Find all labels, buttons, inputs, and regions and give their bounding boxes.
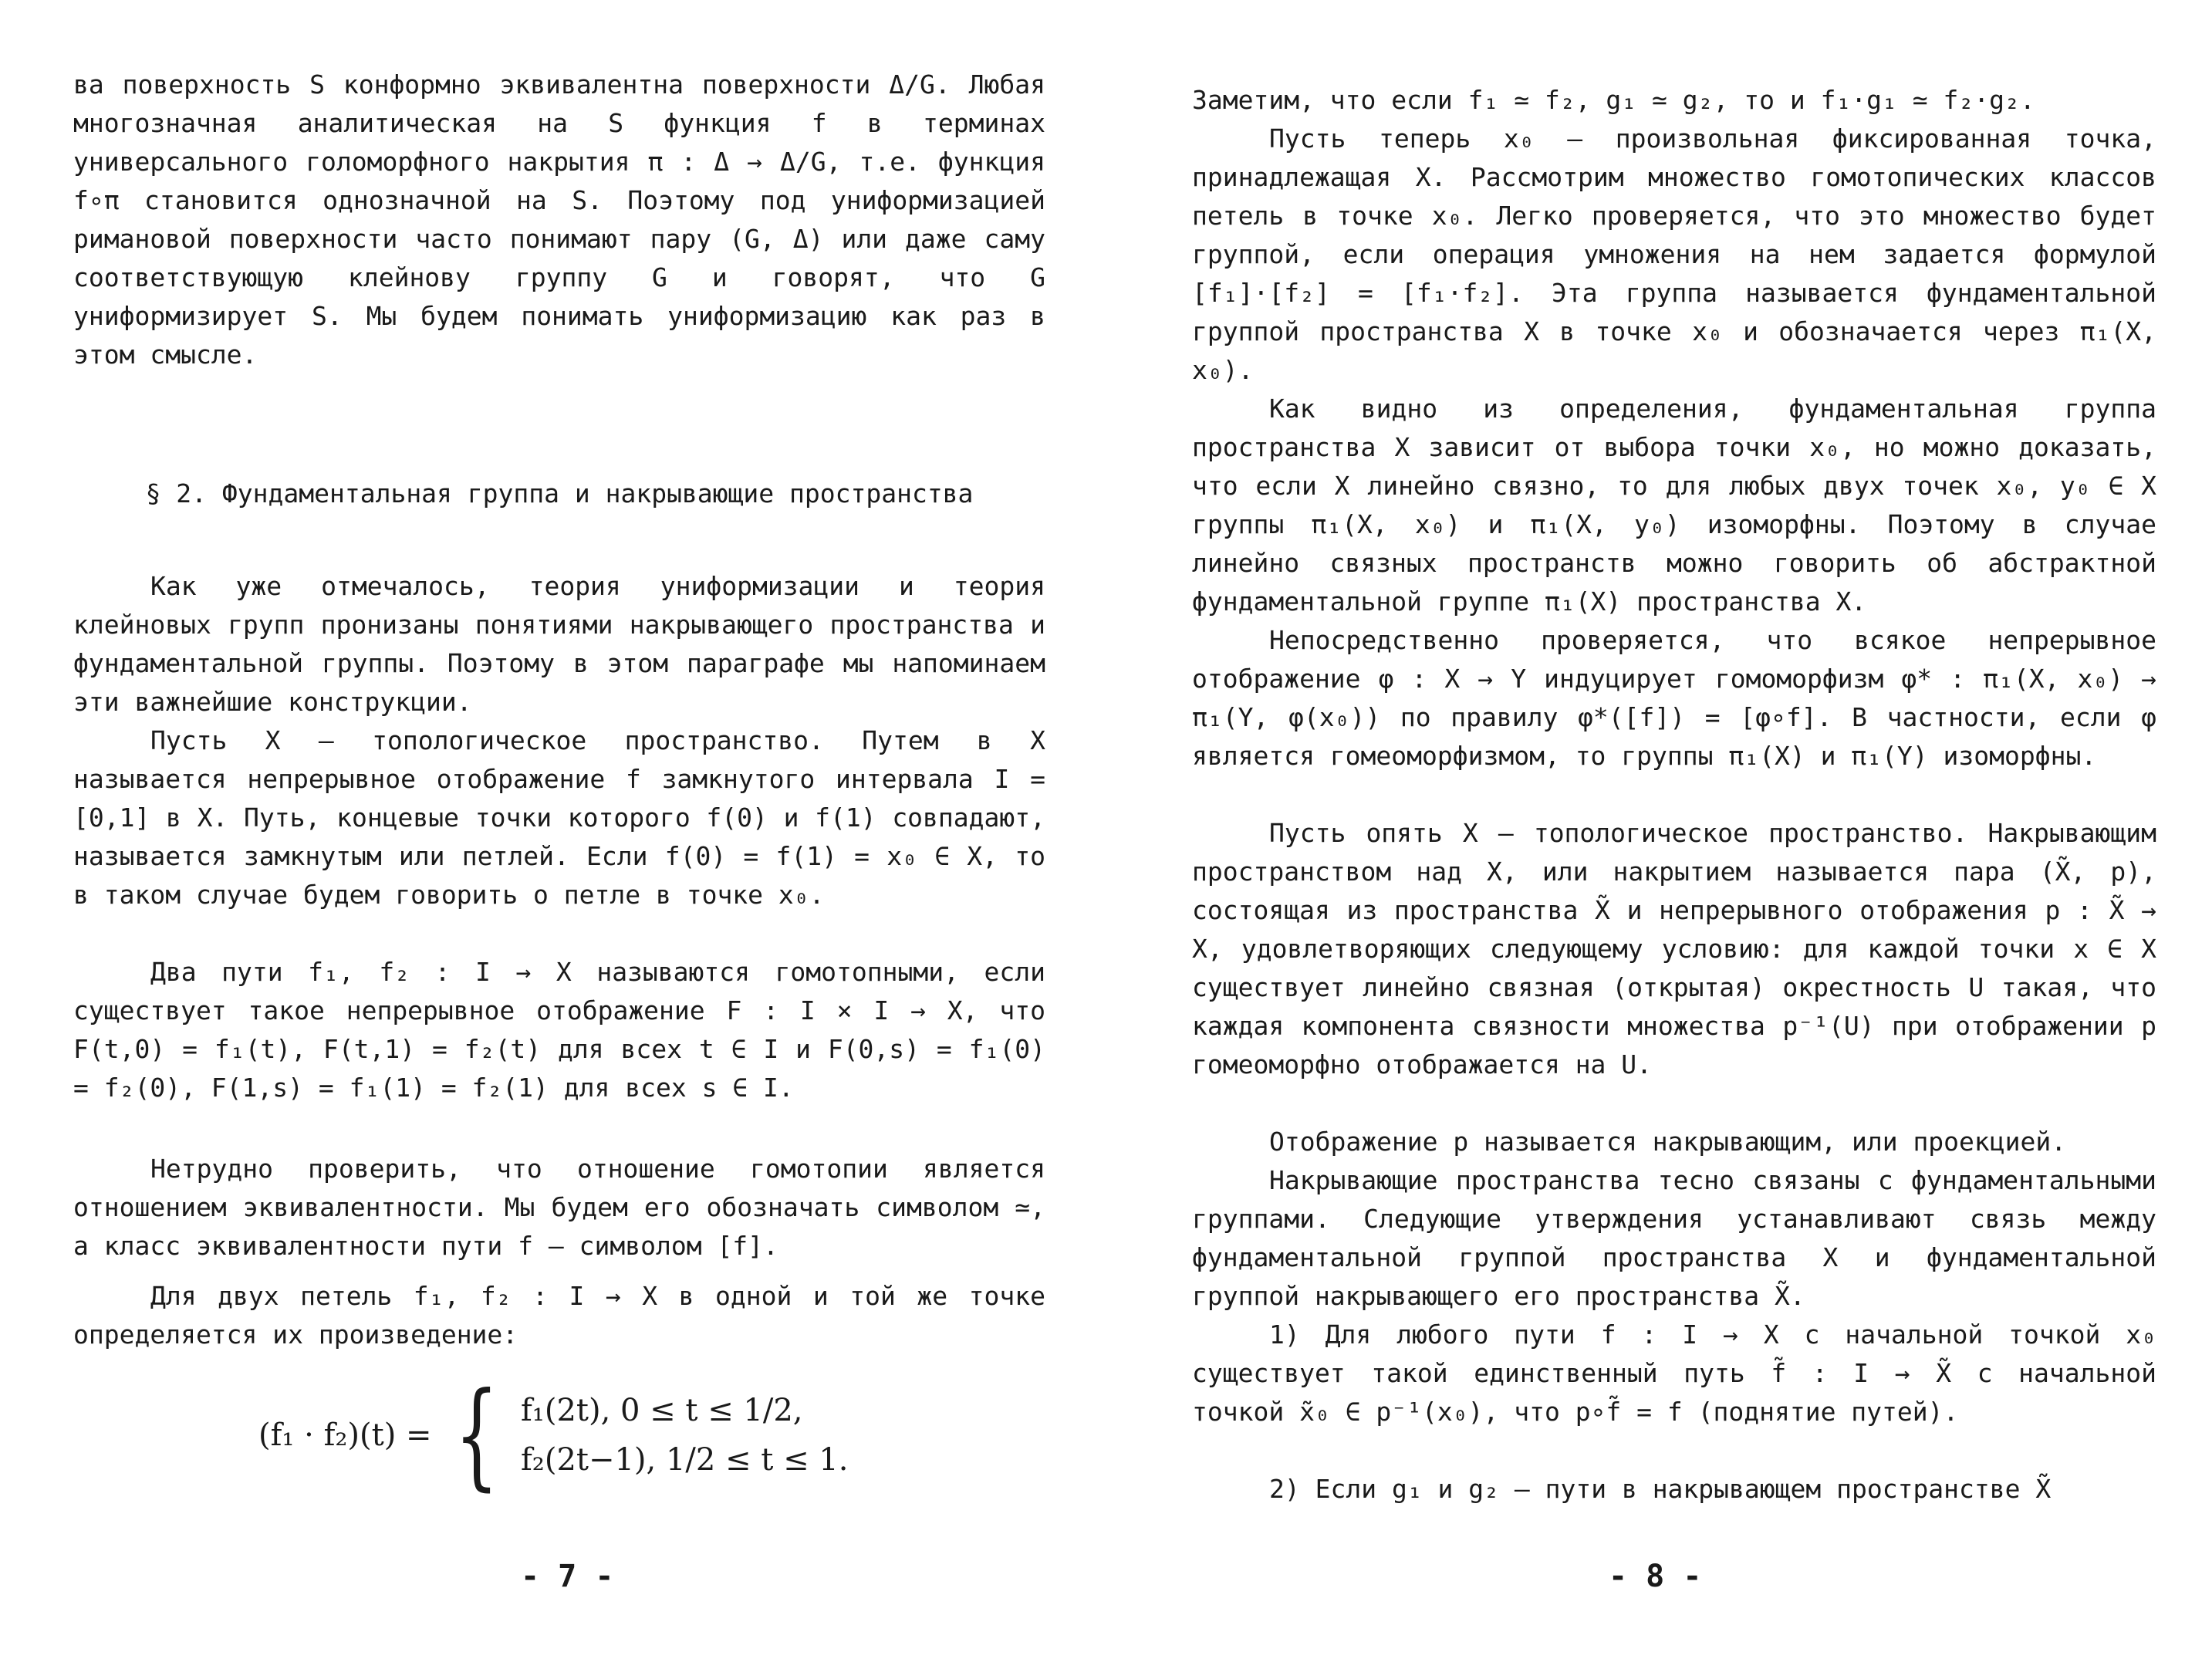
right-paragraph-7: Накрывающие пространства тесно связаны с фундаментальными группами. Следующие утверждения устанавливают связь между фундаментальной группой пространства X и фундаментальной группой накрывающего его пространства X̃.: [1192, 1165, 2156, 1311]
right-paragraph-4-block: [1192, 621, 2156, 775]
right-paragraph-1: Заметим, что если f₁ ≃ f₂, g₁ ≃ g₂, то и f₁·g₁ ≃ f₂·g₂.: [1192, 85, 2035, 115]
right-paragraph-2-block: [1192, 120, 2156, 390]
right-paragraph-5: Пусть опять X – топологическое пространство. Накрывающим пространством над X, или накрытием называется пара (X̃, p), состоящая из пространства X̃ и непрерывного отображения p : X̃ → X, удовлетворяющих следующему условию: для каждой точки x ∈ X существует линейно связная (открытая) окрестность U такая, что каждая компонента связности множества p⁻¹(U) при отображении p гомеоморфно отображается на U.: [1192, 818, 2156, 1080]
left-paragraph-1: ва поверхность S конформно эквивалентна поверхности Δ/G. Любая многозначная аналитическая на S функция f в терминах универсального голоморфного накрытия π : Δ → Δ/G, т.е. функция f∘π становится однозначной на S. Поэтому под униформизацией римановой поверхности часто понимают пару (G, Δ) или даже саму соответствующую клейнову группу G и говорят, что G униформизирует S. Мы будем понимать униформизацию как раз в этом смысле.: [73, 69, 1045, 370]
page-number-left: - 7 -: [521, 1559, 614, 1594]
product-formula: [258, 1368, 849, 1502]
formula-case-2: f₂(2t−1), 1/2 ≤ t ≤ 1.: [521, 1442, 849, 1478]
section-heading: § 2. Фундаментальная группа и накрывающие пространства: [145, 478, 974, 509]
left-paragraph-6: Для двух петель f₁, f₂ : I → X в одной и той же точке определяется их произведение:: [73, 1281, 1045, 1350]
page-number-right: - 8 -: [1609, 1559, 1702, 1594]
right-paragraph-8-block: [1192, 1316, 2156, 1431]
right-paragraph-1-block: [1192, 81, 2156, 120]
left-paragraph-3: Пусть X – топологическое пространство. Путем в X называется непрерывное отображение f замкнутого интервала I = [0,1] в X. Путь, концевые точки которого f(0) и f(1) совпадают, называется замкнутым или петлей. Если f(0) = f(1) = x₀ ∈ X, то в таком случае будем говорить о петле в точке x₀.: [73, 725, 1045, 910]
left-paragraph-2: Как уже отмечалось, теория униформизации и теория клейновых групп пронизаны понятиями накрывающего пространства и фундаментальной группы. Поэтому в этом параграфе мы напоминаем эти важнейшие конструкции.: [73, 571, 1045, 717]
formula-brace: {: [454, 1368, 498, 1502]
right-paragraph-9: 2) Если g₁ и g₂ – пути в накрывающем пространстве X̃: [1269, 1474, 2052, 1504]
section-heading-block: [73, 475, 1045, 513]
left-paragraph-6-block: [73, 1277, 1045, 1354]
left-page: [73, 0, 1045, 1659]
right-paragraph-8: 1) Для любого пути f : I → X с начальной точкой x₀ существует такой единственный путь f̃ : I → X̃ с начальной точкой x̃₀ ∈ p⁻¹(x₀), что p∘f̃ = f (поднятие путей).: [1192, 1319, 2156, 1427]
left-paragraph-5: Нетрудно проверить, что отношение гомотопии является отношением эквивалентности. Мы будем его обозначать символом ≃, а класс эквивалентности пути f – символом [f].: [73, 1154, 1045, 1261]
right-paragraph-6: Отображение p называется накрывающим, или проекцией.: [1269, 1127, 2067, 1157]
formula-case-1: f₁(2t), 0 ≤ t ≤ 1/2,: [521, 1393, 803, 1428]
formula-cases: [521, 1393, 848, 1478]
right-paragraph-3: Как видно из определения, фундаментальная группа пространства X зависит от выбора точки x₀, но можно доказать, что если X линейно связно, то для любых двух точек x₀, y₀ ∈ X группы π₁(X, x₀) и π₁(X, y₀) изоморфны. Поэтому в случае линейно связных пространств можно говорить об абстрактной фундаментальной группе π₁(X) пространства X.: [1192, 394, 2156, 617]
right-paragraph-5-block: [1192, 814, 2156, 1084]
right-page: [1192, 0, 2156, 1659]
left-paragraph-5-block: [73, 1150, 1045, 1265]
right-paragraph-9-block: [1192, 1470, 2156, 1509]
formula-lhs: (f₁ · f₂)(t) =: [258, 1417, 432, 1453]
left-paragraph-1-block: [73, 66, 1045, 374]
left-paragraph-3-block: [73, 721, 1045, 914]
left-paragraph-2-block: [73, 567, 1045, 721]
left-paragraph-4: Два пути f₁, f₂ : I → X называются гомотопными, если существует такое непрерывное отображение F : I × I → X, что F(t,0) = f₁(t), F(t,1) = f₂(t) для всех t ∈ I и F(0,s) = f₁(0) = f₂(0), F(1,s) = f₁(1) = f₂(1) для всех s ∈ I.: [73, 957, 1045, 1103]
right-paragraph-2: Пусть теперь x₀ – произвольная фиксированная точка, принадлежащая X. Рассмотрим множество гомотопических классов петель в точке x₀. Легко проверяется, что это множество будет группой, если операция умножения на нем задается формулой [f₁]·[f₂] = [f₁·f₂]. Эта группа называется фундаментальной группой пространства X в точке x₀ и обозначается через π₁(X, x₀).: [1192, 123, 2156, 385]
right-paragraph-3-block: [1192, 390, 2156, 621]
left-paragraph-4-block: [73, 953, 1045, 1107]
right-paragraph-4: Непосредственно проверяется, что всякое непрерывное отображение φ : X → Y индуцирует гомоморфизм φ* : π₁(X, x₀) → π₁(Y, φ(x₀)) по правилу φ*([f]) = [φ∘f]. В частности, если φ является гомеоморфизмом, то группы π₁(X) и π₁(Y) изоморфны.: [1192, 625, 2156, 771]
right-paragraph-6-block: [1192, 1123, 2156, 1161]
right-paragraph-7-block: [1192, 1161, 2156, 1316]
